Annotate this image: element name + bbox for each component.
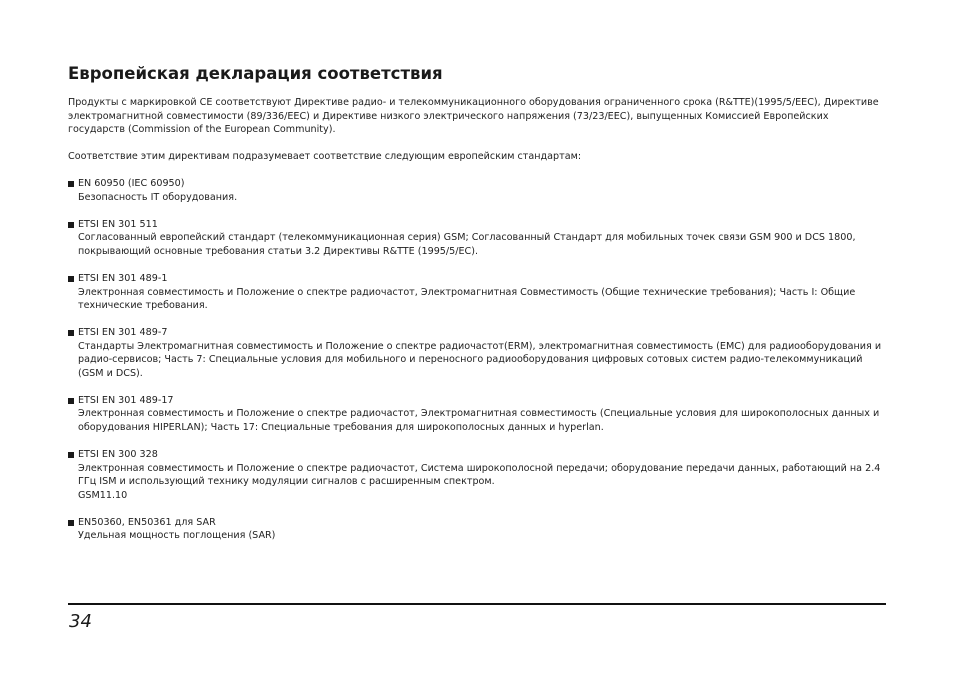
standard-heading xyxy=(68,516,886,530)
square-bullet-icon xyxy=(68,276,74,282)
standard-description: Согласованный европейский стандарт (телекоммуникационная серия) GSM; Согласованный Стандарт для мобильных точек связи GSM 900 и DCS 1800, покрывающий основные требования статьи 3.2 Директивы R&TTE (1995/5/EC). xyxy=(78,232,856,257)
standard-item xyxy=(68,326,886,380)
standard-description: Удельная мощность поглощения (SAR) xyxy=(78,530,276,542)
page-number: 34 xyxy=(69,611,92,632)
square-bullet-icon xyxy=(68,330,74,336)
intro-paragraph: Продукты с маркировкой CE соответствуют Директиве радио- и телекоммуникационного оборудования ограниченного срока (R&TTE)(1995/5/EEC), Директиве электромагнитной совместимости (89/336/EEC) и Директиве низкого электрического напряжения (73/23/EEC), выпущенных Комиссией Европейских государств (Commission of the European Community). xyxy=(68,97,879,136)
standard-extra-note: GSM11.10 xyxy=(78,489,128,501)
standard-heading xyxy=(68,177,886,191)
standard-heading xyxy=(68,448,886,462)
standard-heading xyxy=(68,218,886,232)
standard-name: EN 60950 (IEC 60950) xyxy=(78,178,185,190)
standard-item xyxy=(68,394,886,435)
standard-name: ETSI EN 300 328 xyxy=(78,449,158,461)
standard-item xyxy=(68,448,886,502)
standard-description: Электронная совместимость и Положение о спектре радиочастот, Система широкополосной передачи; оборудование передачи данных, работающий на 2.4 ГГц ISM и использующий технику модуляции сигналов с расширенным спектром. xyxy=(78,462,881,488)
standard-item xyxy=(68,272,886,313)
square-bullet-icon xyxy=(68,452,74,458)
page-title: Европейская декларация соответствия xyxy=(68,64,443,83)
standard-description: Безопасность IT оборудования. xyxy=(78,191,238,203)
standard-description: Электронная совместимость и Положение о спектре радиочастот, Электромагнитная Совместимость (Общие технические требования); Часть I: Общие технические требования. xyxy=(78,286,856,312)
standard-name: ETSI EN 301 489-1 xyxy=(78,272,168,284)
standard-name: ETSI EN 301 489-17 xyxy=(78,394,174,406)
standard-item xyxy=(68,516,886,543)
standard-item xyxy=(68,177,886,204)
standards-intro-paragraph: Соответствие этим директивам подразумевает соответствие следующим европейским стандартам: xyxy=(68,151,582,163)
standard-heading xyxy=(68,326,886,340)
standard-name: ETSI EN 301 489-7 xyxy=(78,327,168,339)
standard-description: Электронная совместимость и Положение о спектре радиочастот, Электромагнитная совместимость (Специальные условия для широкополосных данных и оборудования HIPERLAN); Часть 17: Специальные требования для широкополосных данных и hyperlan. xyxy=(78,408,880,434)
standard-heading xyxy=(68,272,886,286)
square-bullet-icon xyxy=(68,520,74,526)
footer-divider xyxy=(68,603,886,605)
standard-description: Стандарты Электромагнитная совместимость и Положение о спектре радиочастот(ERM), электромагнитная совместимость (EMC) для радиооборудования и радио-сервисов; Часть 7: Специальные условия для мобильного и переносного радиооборудования цифровых сотовых систем радио-телекоммуникаций (GSM и DCS). xyxy=(78,340,882,379)
standard-heading xyxy=(68,394,886,408)
square-bullet-icon xyxy=(68,181,74,187)
document-page xyxy=(68,0,886,673)
standard-item xyxy=(68,218,886,259)
square-bullet-icon xyxy=(68,398,74,404)
standard-name: ETSI EN 301 511 xyxy=(78,218,158,230)
standards-list xyxy=(68,177,886,543)
square-bullet-icon xyxy=(68,222,74,228)
document-body xyxy=(68,96,886,556)
standard-name: EN50360, EN50361 для SAR xyxy=(78,516,216,528)
